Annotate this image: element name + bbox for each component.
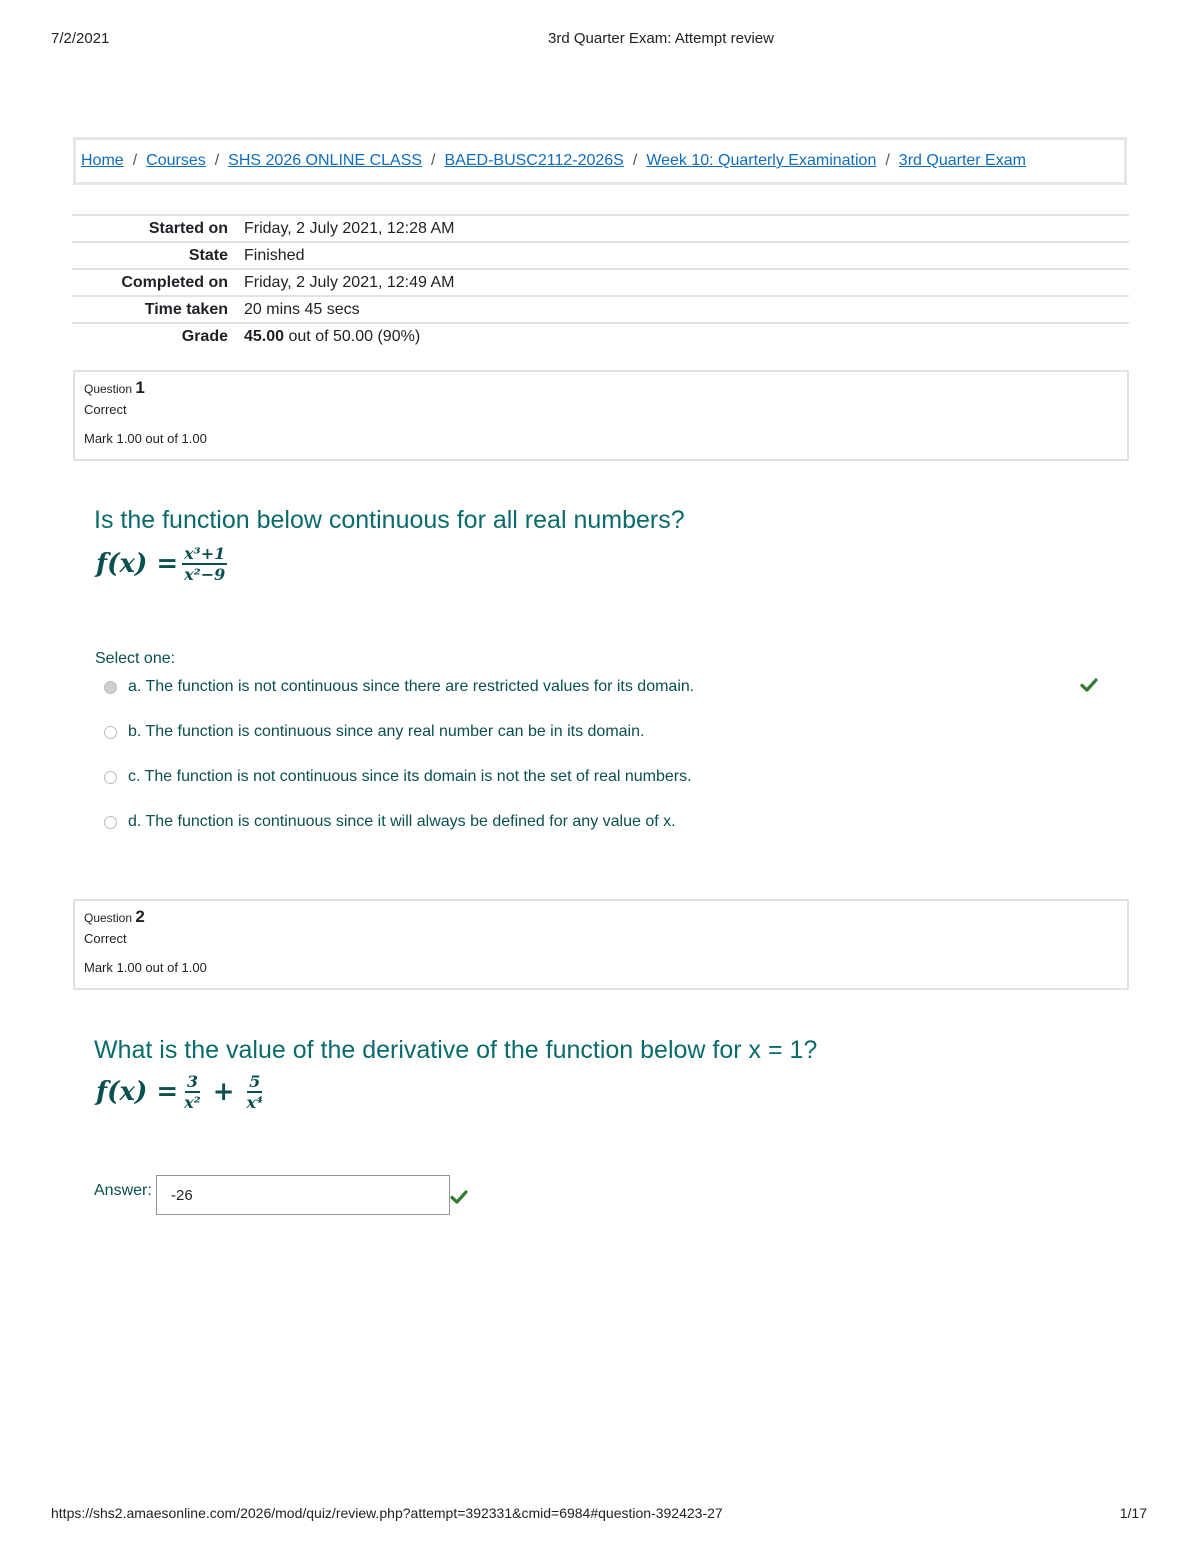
question-prefix: Question: [84, 911, 133, 925]
option-a-label: a. The function is not continuous since there are restricted values for its domain.: [128, 678, 695, 695]
question-number: [84, 907, 1118, 927]
breadcrumb-courses[interactable]: Courses: [146, 152, 206, 169]
summary-row: [72, 269, 1129, 296]
breadcrumb-separator: /: [214, 152, 220, 169]
check-icon: [1080, 676, 1098, 694]
formula-denominator: x²−9: [184, 565, 226, 584]
radio-option-b[interactable]: [104, 726, 117, 739]
formula-numerator: 5: [249, 1072, 261, 1091]
select-one-prompt: Select one:: [95, 650, 176, 667]
radio-option-c[interactable]: [104, 771, 117, 784]
breadcrumb-separator: /: [132, 152, 138, 169]
breadcrumb-separator: /: [885, 152, 890, 169]
time-taken-label: Time taken: [144, 300, 228, 318]
state-label: State: [188, 246, 228, 264]
check-icon: [450, 1188, 468, 1206]
completed-on-value: Friday, 2 July 2021, 12:49 AM: [244, 273, 455, 291]
question-state: Correct: [84, 931, 127, 946]
question-2-info: [73, 899, 1129, 990]
question-1-text: Is the function below continuous for all real numbers?: [94, 506, 685, 534]
formula-lhs: f(x) =: [96, 549, 179, 579]
breadcrumb: [73, 137, 1127, 185]
answer-input[interactable]: -26: [156, 1175, 450, 1215]
question-number-value: 2: [135, 907, 145, 926]
formula-numerator: 3: [186, 1072, 198, 1091]
attempt-summary: [72, 214, 1129, 350]
state-value: Finished: [244, 246, 305, 264]
question-state: Correct: [84, 402, 127, 417]
formula-denominator: x⁴: [246, 1093, 264, 1112]
print-header: [0, 30, 1200, 50]
breadcrumb-separator: /: [431, 152, 436, 169]
answer-option-b[interactable]: [104, 721, 644, 743]
question-1-formula: [96, 544, 231, 584]
answer-option-c[interactable]: [104, 766, 692, 788]
breadcrumb-week[interactable]: Week 10: Quarterly Examination: [646, 152, 877, 169]
question-grade: Mark 1.00 out of 1.00: [84, 431, 207, 446]
formula-fraction-2: [244, 1072, 265, 1112]
breadcrumb-separator: /: [632, 152, 638, 169]
print-title: 3rd Quarter Exam: Attempt review: [548, 30, 774, 47]
breadcrumb-quiz[interactable]: 3rd Quarter Exam: [898, 152, 1026, 169]
radio-option-a[interactable]: [104, 681, 117, 694]
option-d-label: d. The function is continuous since it will always be defined for any value of x.: [128, 813, 676, 830]
radio-option-d[interactable]: [104, 816, 117, 829]
formula-denominator: x²: [184, 1093, 201, 1112]
question-2-text: What is the value of the derivative of the function below for x = 1?: [94, 1036, 818, 1064]
question-2-formula: [96, 1072, 269, 1112]
question-grade: Mark 1.00 out of 1.00: [84, 960, 207, 975]
formula-plus: +: [212, 1077, 235, 1107]
time-taken-value: 20 mins 45 secs: [244, 300, 360, 318]
option-c-label: c. The function is not continuous since its domain is not the set of real numbers.: [128, 768, 692, 785]
grade-value: [244, 323, 1129, 350]
print-page-number: 1/17: [1119, 1505, 1147, 1521]
formula-numerator: x³+1: [184, 544, 226, 563]
formula-lhs: f(x) =: [96, 1077, 179, 1107]
question-1-info: [73, 370, 1129, 461]
answer-option-d[interactable]: [104, 811, 676, 833]
grade-score: 45.00: [244, 328, 285, 345]
breadcrumb-class[interactable]: SHS 2026 ONLINE CLASS: [228, 152, 423, 169]
started-on-label: Started on: [148, 219, 228, 237]
breadcrumb-home[interactable]: Home: [81, 152, 124, 169]
summary-row: [72, 242, 1129, 269]
question-number: [84, 378, 1118, 398]
answer-option-a[interactable]: [104, 676, 694, 698]
grade-label: Grade: [181, 328, 228, 345]
formula-fraction: [182, 544, 227, 584]
print-date: 7/2/2021: [51, 30, 110, 47]
completed-on-label: Completed on: [121, 273, 228, 291]
print-url: https://shs2.amaesonline.com/2026/mod/quiz/review.php?attempt=392331&cmid=6984#question-392423-27: [51, 1505, 723, 1521]
breadcrumb-course[interactable]: BAED-BUSC2112-2026S: [444, 152, 624, 169]
summary-row: [72, 296, 1129, 323]
summary-row: [72, 323, 1129, 350]
answer-label: Answer:: [94, 1182, 152, 1199]
formula-fraction-1: [182, 1072, 203, 1112]
summary-row: [72, 215, 1129, 242]
grade-rest: out of 50.00 (90%): [288, 328, 421, 345]
started-on-value: Friday, 2 July 2021, 12:28 AM: [244, 219, 455, 237]
question-number-value: 1: [135, 378, 145, 397]
option-b-label: b. The function is continuous since any real number can be in its domain.: [128, 723, 645, 740]
question-prefix: Question: [84, 382, 133, 396]
